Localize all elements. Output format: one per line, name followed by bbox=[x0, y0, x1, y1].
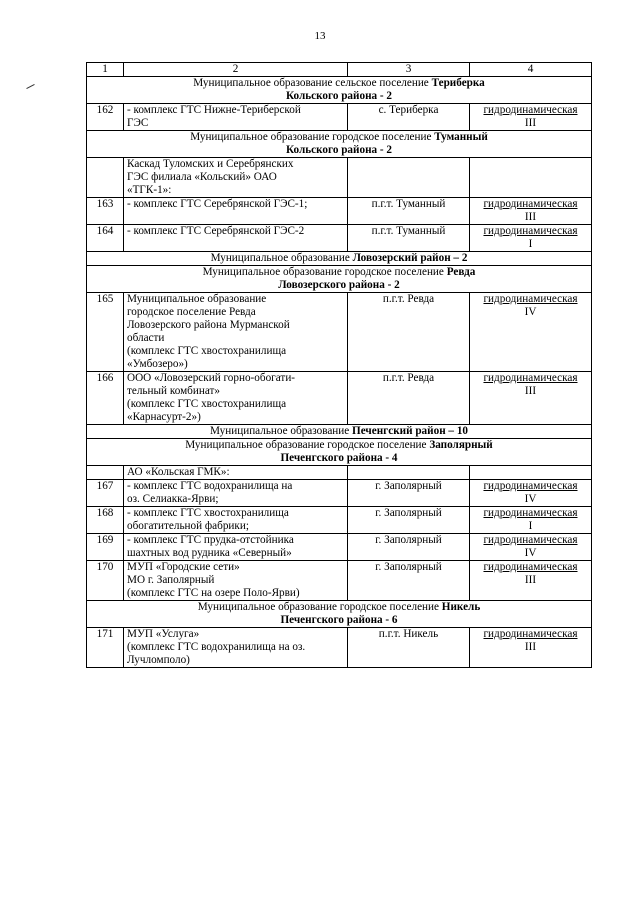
settlement-section-row bbox=[87, 266, 592, 293]
description-line: «Умбозеро») bbox=[127, 358, 188, 370]
hazard-class-roman: III bbox=[524, 641, 537, 653]
section-heading-line bbox=[90, 266, 588, 279]
section-name: Териберка bbox=[431, 77, 485, 89]
description-line: шахтных вод рудника «Северный» bbox=[127, 547, 292, 559]
settlement-section-row bbox=[87, 439, 592, 466]
section-heading-line bbox=[90, 425, 588, 438]
section-prefix: Муниципальное образование городское поселение bbox=[190, 131, 435, 143]
section-prefix: Муниципальное образование городское поселение bbox=[185, 439, 430, 451]
description-line: Каскад Туломских и Серебрянских bbox=[127, 158, 294, 170]
row-number bbox=[87, 158, 124, 198]
hazard-class-roman: IV bbox=[524, 547, 537, 559]
table-row bbox=[87, 372, 592, 425]
section-district-line: Кольского района - 2 bbox=[285, 144, 393, 156]
hazard-class bbox=[470, 480, 592, 507]
row-number: 163 bbox=[87, 198, 124, 225]
description-line: - комплекс ГТС Серебрянской ГЭС-1; bbox=[127, 198, 308, 210]
hazard-class-roman: I bbox=[528, 238, 533, 250]
table-row bbox=[87, 507, 592, 534]
description-line: (комплекс ГТС водохранилища на оз. bbox=[127, 641, 306, 653]
object-description bbox=[124, 466, 348, 480]
description-line: МУП «Услуга» bbox=[127, 628, 200, 640]
section-heading bbox=[87, 131, 592, 158]
location bbox=[348, 158, 470, 198]
table-row bbox=[87, 158, 592, 198]
hazard-class bbox=[470, 561, 592, 601]
description-line: обогатительной фабрики; bbox=[127, 520, 249, 532]
description-line: - комплекс ГТС Серебрянской ГЭС-2 bbox=[127, 225, 305, 237]
location: г. Заполярный bbox=[348, 507, 470, 534]
margin-pen-mark bbox=[26, 84, 34, 89]
section-name: Ревда bbox=[446, 266, 476, 278]
hazard-kind: гидродинамическая bbox=[483, 225, 578, 237]
section-district-line: Ловозерского района - 2 bbox=[278, 279, 400, 291]
object-description bbox=[124, 293, 348, 372]
section-heading bbox=[87, 77, 592, 104]
hazard-kind: гидродинамическая bbox=[483, 372, 578, 384]
description-line: области bbox=[127, 332, 165, 344]
object-description bbox=[124, 534, 348, 561]
description-line: ГЭС филиала «Кольский» ОАО bbox=[127, 171, 277, 183]
settlement-section-row bbox=[87, 131, 592, 158]
hazard-class bbox=[470, 534, 592, 561]
description-line: Ловозерского района Мурманской bbox=[127, 319, 290, 331]
section-heading-line bbox=[90, 131, 588, 144]
hazard-class-roman: III bbox=[524, 385, 537, 397]
location: п.г.т. Никель bbox=[348, 628, 470, 668]
column-number-4: 4 bbox=[470, 63, 592, 77]
object-description bbox=[124, 104, 348, 131]
row-number: 165 bbox=[87, 293, 124, 372]
section-heading bbox=[87, 266, 592, 293]
table-row bbox=[87, 466, 592, 480]
section-heading-line bbox=[90, 252, 588, 265]
description-line: Муниципальное образование bbox=[127, 293, 267, 305]
hazard-class bbox=[470, 507, 592, 534]
object-description bbox=[124, 507, 348, 534]
section-district-line: Печенгского района - 6 bbox=[280, 614, 398, 626]
hydrotechnical-structures-table bbox=[86, 62, 592, 668]
description-line: - комплекс ГТС хвостохранилища bbox=[127, 507, 289, 519]
section-name: Заполярный bbox=[429, 439, 493, 451]
description-line: «Карнасурт-2») bbox=[127, 411, 201, 423]
table-header-row bbox=[87, 63, 592, 77]
row-number: 169 bbox=[87, 534, 124, 561]
description-line: ГЭС bbox=[127, 117, 149, 129]
section-heading bbox=[87, 439, 592, 466]
description-line: (комплекс ГТС хвостохранилища bbox=[127, 398, 287, 410]
section-district-line: Печенгского района - 4 bbox=[280, 452, 398, 464]
description-line: Лучломполо) bbox=[127, 654, 190, 666]
description-line: - комплекс ГТС Нижне-Териберской bbox=[127, 104, 301, 116]
row-number: 171 bbox=[87, 628, 124, 668]
location: п.г.т. Ревда bbox=[348, 372, 470, 425]
hazard-class bbox=[470, 158, 592, 198]
object-description bbox=[124, 480, 348, 507]
hazard-kind: гидродинамическая bbox=[483, 534, 578, 546]
section-heading bbox=[87, 601, 592, 628]
section-prefix: Муниципальное образование bbox=[210, 252, 353, 264]
hazard-class bbox=[470, 104, 592, 131]
table-row bbox=[87, 293, 592, 372]
hazard-class bbox=[470, 466, 592, 480]
location: г. Заполярный bbox=[348, 561, 470, 601]
location: г. Заполярный bbox=[348, 534, 470, 561]
section-name: Ловозерский район – 2 bbox=[352, 252, 468, 264]
hazard-class bbox=[470, 628, 592, 668]
description-line: АО «Кольская ГМК»: bbox=[127, 466, 230, 478]
hazard-kind: гидродинамическая bbox=[483, 293, 578, 305]
column-number-1: 1 bbox=[87, 63, 124, 77]
description-line: МУП «Городские сети» bbox=[127, 561, 240, 573]
row-number: 168 bbox=[87, 507, 124, 534]
section-prefix: Муниципальное образование городское поселение bbox=[197, 601, 442, 613]
description-line: «ТГК-1»: bbox=[127, 184, 172, 196]
object-description bbox=[124, 158, 348, 198]
column-number-2: 2 bbox=[124, 63, 348, 77]
hazard-kind: гидродинамическая bbox=[483, 104, 578, 116]
district-section-row bbox=[87, 425, 592, 439]
hazard-class-roman: I bbox=[528, 520, 533, 532]
hazard-class-roman: III bbox=[524, 211, 537, 223]
hazard-class-roman: III bbox=[524, 117, 537, 129]
description-line: - комплекс ГТС водохранилища на bbox=[127, 480, 293, 492]
hazard-kind: гидродинамическая bbox=[483, 480, 578, 492]
table-row bbox=[87, 225, 592, 252]
location: п.г.т. Ревда bbox=[348, 293, 470, 372]
hazard-class-roman: IV bbox=[524, 306, 537, 318]
hazard-kind: гидродинамическая bbox=[483, 198, 578, 210]
column-number-3: 3 bbox=[348, 63, 470, 77]
row-number: 166 bbox=[87, 372, 124, 425]
table-row bbox=[87, 104, 592, 131]
description-line: тельный комбинат» bbox=[127, 385, 220, 397]
object-description bbox=[124, 628, 348, 668]
description-line: оз. Селиакка-Ярви; bbox=[127, 493, 219, 505]
object-description bbox=[124, 225, 348, 252]
hazard-class-roman: IV bbox=[524, 493, 537, 505]
object-description bbox=[124, 198, 348, 225]
object-description bbox=[124, 561, 348, 601]
object-description bbox=[124, 372, 348, 425]
row-number: 164 bbox=[87, 225, 124, 252]
description-line: городское поселение Ревда bbox=[127, 306, 256, 318]
row-number: 162 bbox=[87, 104, 124, 131]
table-row bbox=[87, 628, 592, 668]
section-heading-line bbox=[90, 439, 588, 452]
description-line: МО г. Заполярный bbox=[127, 574, 215, 586]
table-row bbox=[87, 534, 592, 561]
description-line: (комплекс ГТС хвостохранилища bbox=[127, 345, 287, 357]
settlement-section-row bbox=[87, 77, 592, 104]
row-number: 170 bbox=[87, 561, 124, 601]
location: с. Териберка bbox=[348, 104, 470, 131]
table-row bbox=[87, 561, 592, 601]
hazard-class-roman: III bbox=[524, 574, 537, 586]
table-row bbox=[87, 480, 592, 507]
hazard-class bbox=[470, 293, 592, 372]
section-heading-line bbox=[90, 601, 588, 614]
hazard-kind: гидродинамическая bbox=[483, 628, 578, 640]
section-name: Туманный bbox=[434, 131, 488, 143]
district-section-row bbox=[87, 252, 592, 266]
section-heading-line bbox=[90, 77, 588, 90]
location: п.г.т. Туманный bbox=[348, 225, 470, 252]
section-prefix: Муниципальное образование городское поселение bbox=[202, 266, 447, 278]
hazard-kind: гидродинамическая bbox=[483, 561, 578, 573]
section-district-line: Кольского района - 2 bbox=[285, 90, 393, 102]
settlement-section-row bbox=[87, 601, 592, 628]
section-prefix: Муниципальное образование bbox=[209, 425, 353, 437]
table-body bbox=[87, 77, 592, 668]
location bbox=[348, 466, 470, 480]
hazard-class bbox=[470, 372, 592, 425]
section-name: Печенгский район – 10 bbox=[352, 425, 469, 437]
section-name: Никель bbox=[441, 601, 481, 613]
location: п.г.т. Туманный bbox=[348, 198, 470, 225]
row-number bbox=[87, 466, 124, 480]
section-prefix: Муниципальное образование сельское поселение bbox=[193, 77, 432, 89]
description-line: (комплекс ГТС на озере Поло-Ярви) bbox=[127, 587, 300, 599]
location: г. Заполярный bbox=[348, 480, 470, 507]
row-number: 167 bbox=[87, 480, 124, 507]
description-line: - комплекс ГТС прудка-отстойника bbox=[127, 534, 294, 546]
section-heading bbox=[87, 425, 592, 439]
description-line: ООО «Ловозерский горно-обогати- bbox=[127, 372, 296, 384]
hazard-class bbox=[470, 198, 592, 225]
table-row bbox=[87, 198, 592, 225]
hazard-class bbox=[470, 225, 592, 252]
hazard-kind: гидродинамическая bbox=[483, 507, 578, 519]
page-number: 13 bbox=[314, 30, 326, 42]
section-heading bbox=[87, 252, 592, 266]
